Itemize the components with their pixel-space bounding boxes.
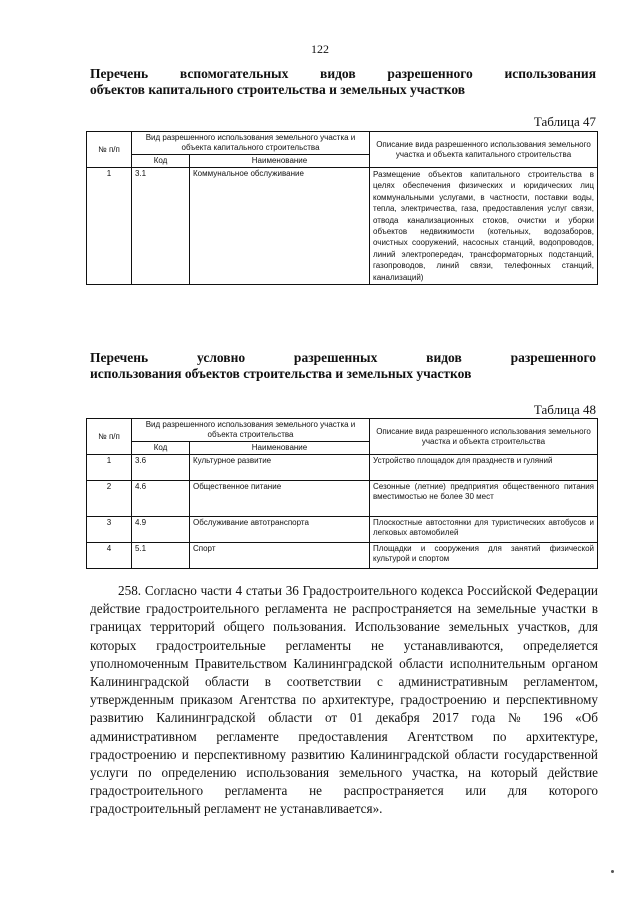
header-use-kind: Вид разрешенного использования земельного участка и объекта строительства [132,419,370,442]
heading-auxiliary-uses [90,66,596,98]
header-name: Наименование [190,155,370,168]
header-code: Код [132,155,190,168]
header-num: № п/п [87,419,132,455]
cell-num: 3 [87,517,132,543]
table-row [87,543,598,569]
cell-num: 4 [87,543,132,569]
table-48-caption: Таблица 48 [533,402,596,417]
heading-line: Перечень условно разрешенных видов разрешенного [90,350,596,365]
cell-code: 3.1 [132,168,190,285]
cell-name: Спорт [190,543,370,569]
cell-code: 4.9 [132,517,190,543]
table-row [87,517,598,543]
table-47 [86,131,598,285]
cell-code: 5.1 [132,543,190,569]
header-description: Описание вида разрешенного использования земельного участка и объекта строительства [370,419,598,455]
cell-name: Обслуживание автотранспорта [190,517,370,543]
table-47-caption: Таблица 47 [533,114,596,129]
cell-description: Устройство площадок для празднеств и гуляний [370,455,598,481]
header-description: Описание вида разрешенного использования земельного участка и объекта капитального строительства [370,132,598,168]
table-row [87,455,598,481]
cell-num: 2 [87,481,132,517]
cell-num: 1 [87,455,132,481]
cell-description: Площадки и сооружения для занятий физической культурой и спортом [370,543,598,569]
header-name: Наименование [190,442,370,455]
scan-speck [611,870,614,873]
cell-name: Общественное питание [190,481,370,517]
cell-num: 1 [87,168,132,285]
cell-description: Плоскостные автостоянки для туристических автобусов и легковых автомобилей [370,517,598,543]
page-number: 122 [311,42,329,56]
heading-line: Перечень вспомогательных видов разрешенного использования [90,66,596,81]
header-code: Код [132,442,190,455]
header-num: № п/п [87,132,132,168]
table-48 [86,418,598,569]
clause-258-paragraph: 258. Согласно части 4 статьи 36 Градостроительного кодекса Российской Федерации действие градостроительного регламента не распространяется на земельные участки в границах территорий общего пользования. Использование земельных участков, для которых градостроительные регламенты не устанавливаются, определяется уполномоченным Правительством Калининградской области исполнительным органом Калининградской области в соответствии с административным регламентом, утвержденным приказом Агентства по архитектуре, градостроению и перспективному развитию Калининградской области от 01 декабря 2017 года № 196 «Об административном регламенте предоставления Агентством по архитектуре, градостроению и перспективному развитию Калининградской области государственной услуги по определению использования земельного участка, на который действие градостроительного регламента не распространяется или для которого градостроительный регламент не устанавливается». [90,583,598,817]
cell-name: Коммунальное обслуживание [190,168,370,285]
table-row [87,168,598,285]
table-row [87,481,598,517]
heading-line: использования объектов строительства и земельных участков [90,366,472,381]
header-use-kind: Вид разрешенного использования земельного участка и объекта капитального строительства [132,132,370,155]
cell-code: 4.6 [132,481,190,517]
heading-conditional-uses [90,350,596,382]
cell-description: Размещение объектов капитального строительства в целях обеспечения физических и юридических лиц коммунальными услугами, в частности, поставки воды, тепла, электричества, газа, предоставления услуг связи, отвода канализационных стоков, очистки и уборки объектов недвижимости (котельных, водозаборов, очистных сооружений, насосных станций, водопроводов, линий электропередач, трансформаторных подстанций, газопроводов, линий связи, телефонных станций, канализаций) [370,168,598,285]
heading-line: объектов капитального строительства и земельных участков [90,82,466,97]
cell-description: Сезонные (летние) предприятия общественного питания вместимостью не более 30 мест [370,481,598,517]
cell-name: Культурное развитие [190,455,370,481]
cell-code: 3.6 [132,455,190,481]
